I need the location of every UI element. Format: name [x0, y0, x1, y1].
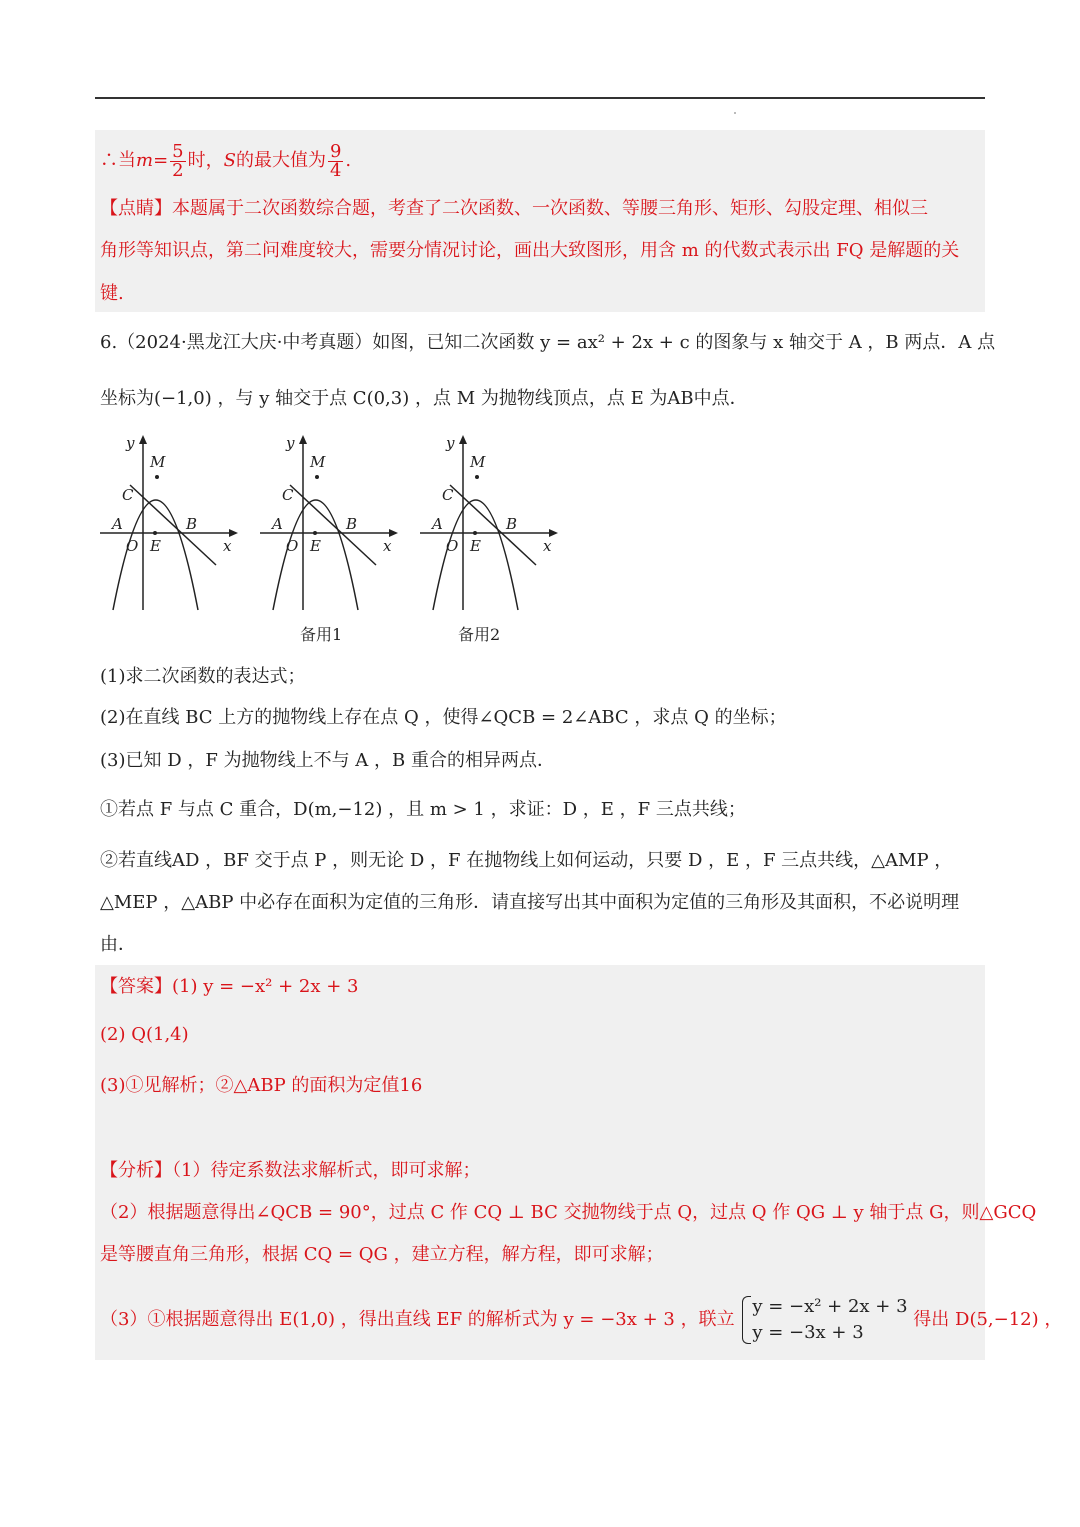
figure-main: [98, 430, 243, 620]
question-3b-line-3: 由．: [100, 934, 136, 955]
comment-line-3: 键.: [100, 283, 124, 304]
question-3b-line-1: ②若直线AD ，BF 交于点 P ，则无论 D ，F 在抛物线上如何运动，只要 D ，E ，F 三点共线，△AMP ，: [100, 850, 953, 871]
analysis-line-2: （2）根据题意得出∠QCB = 90°，过点 C 作 CQ ⊥ BC 交抛物线于点 Q，过点 Q 作 QG ⊥ y 轴于点 G，则△GCQ: [100, 1202, 1037, 1223]
question-2: (2)在直线 BC 上方的抛物线上存在点 Q ，使得∠QCB = 2∠ABC ，求点 Q 的坐标；: [100, 707, 787, 728]
analysis-line-1: 【分析】（1）待定系数法求解析式，即可求解；: [100, 1160, 481, 1181]
comment-line-1: 【点睛】本题属于二次函数综合题，考查了二次函数、一次函数、等腰三角形、矩形、勾股定理、相似三: [100, 198, 928, 219]
answer-line-3: (3)①见解析；②△ABP 的面积为定值16: [100, 1075, 423, 1096]
label-B: B: [186, 515, 198, 533]
label-E: E: [150, 537, 161, 555]
label-E: E: [310, 537, 321, 555]
problem-line-1: 6.（2024·黑龙江大庆·中考真题）如图，已知二次函数 y = ax² + 2x + c 的图象与 x 轴交于 A ，B 两点．A 点: [100, 332, 996, 353]
label-M: M: [150, 453, 166, 471]
label-A: A: [112, 515, 123, 533]
answer-line-1: 【答案】(1) y = −x² + 2x + 3: [100, 976, 359, 997]
comment-line-2: 角形等知识点，第二问难度较大，需要分情况讨论，画出大致图形，用含 m 的代数式表示出 FQ 是解题的关: [100, 240, 960, 261]
label-O: O: [446, 537, 459, 555]
analysis-line-3: 是等腰直角三角形，根据 CQ = QG ，建立方程，解方程，即可求解；: [100, 1244, 664, 1265]
equation-system: y = −x² + 2x + 3 y = −3x + 3: [740, 1294, 907, 1346]
label-M: M: [310, 453, 326, 471]
fraction-9-4: $\frac{9}{4}$: [329, 140, 342, 181]
label-x: x: [543, 537, 552, 555]
problem-line-2: 坐标为(−1,0) ，与 y 轴交于点 C(0,3) ，点 M 为抛物线顶点，点 E 为AB中点．: [100, 388, 748, 409]
label-x: x: [383, 537, 392, 555]
prev-answer-line: ∴当m= $\frac{5}{2}$ 时，S的最大值为 $\frac{9}{4}$ .: [100, 140, 352, 181]
figure-backup-2: [418, 430, 563, 620]
question-1: (1)求二次函数的表达式；: [100, 666, 306, 687]
question-3a: ①若点 F 与点 C 重合，D(m,−12) ，且 m > 1 ，求证：D ，E ，F 三点共线；: [100, 799, 746, 820]
label-O: O: [126, 537, 139, 555]
label-B: B: [506, 515, 518, 533]
label-A: A: [272, 515, 283, 533]
caption-backup-1: 备用1: [300, 625, 343, 644]
caption-backup-2: 备用2: [458, 625, 501, 644]
label-C: C: [122, 486, 134, 504]
fraction-5-2: $\frac{5}{2}$: [172, 140, 184, 181]
label-y: y: [446, 434, 455, 452]
answer-line-2: (2) Q(1,4): [100, 1024, 189, 1045]
label-C: C: [442, 486, 454, 504]
question-3: (3)已知 D ，F 为抛物线上不与 A ，B 重合的相异两点．: [100, 750, 555, 771]
label-A: A: [432, 515, 443, 533]
label-O: O: [286, 537, 299, 555]
label-y: y: [126, 434, 135, 452]
analysis-line-4: （3）①根据题意得出 E(1,0) ，得出直线 EF 的解析式为 y = −3x + 3 ，联立 y = −x² + 2x + 3 y = −3x + 3 得出 D(5,−12) ，: [100, 1290, 1062, 1350]
label-C: C: [282, 486, 294, 504]
label-E: E: [470, 537, 481, 555]
speck: [734, 112, 736, 114]
label-y: y: [286, 434, 295, 452]
label-x: x: [223, 537, 232, 555]
header-rule: [95, 97, 985, 99]
label-M: M: [470, 453, 486, 471]
label-B: B: [346, 515, 358, 533]
question-3b-line-2: △MEP ，△ABP 中必存在面积为定值的三角形．请直接写出其中面积为定值的三角形及其面积，不必说明理: [100, 892, 960, 913]
figure-backup-1: [258, 430, 403, 620]
